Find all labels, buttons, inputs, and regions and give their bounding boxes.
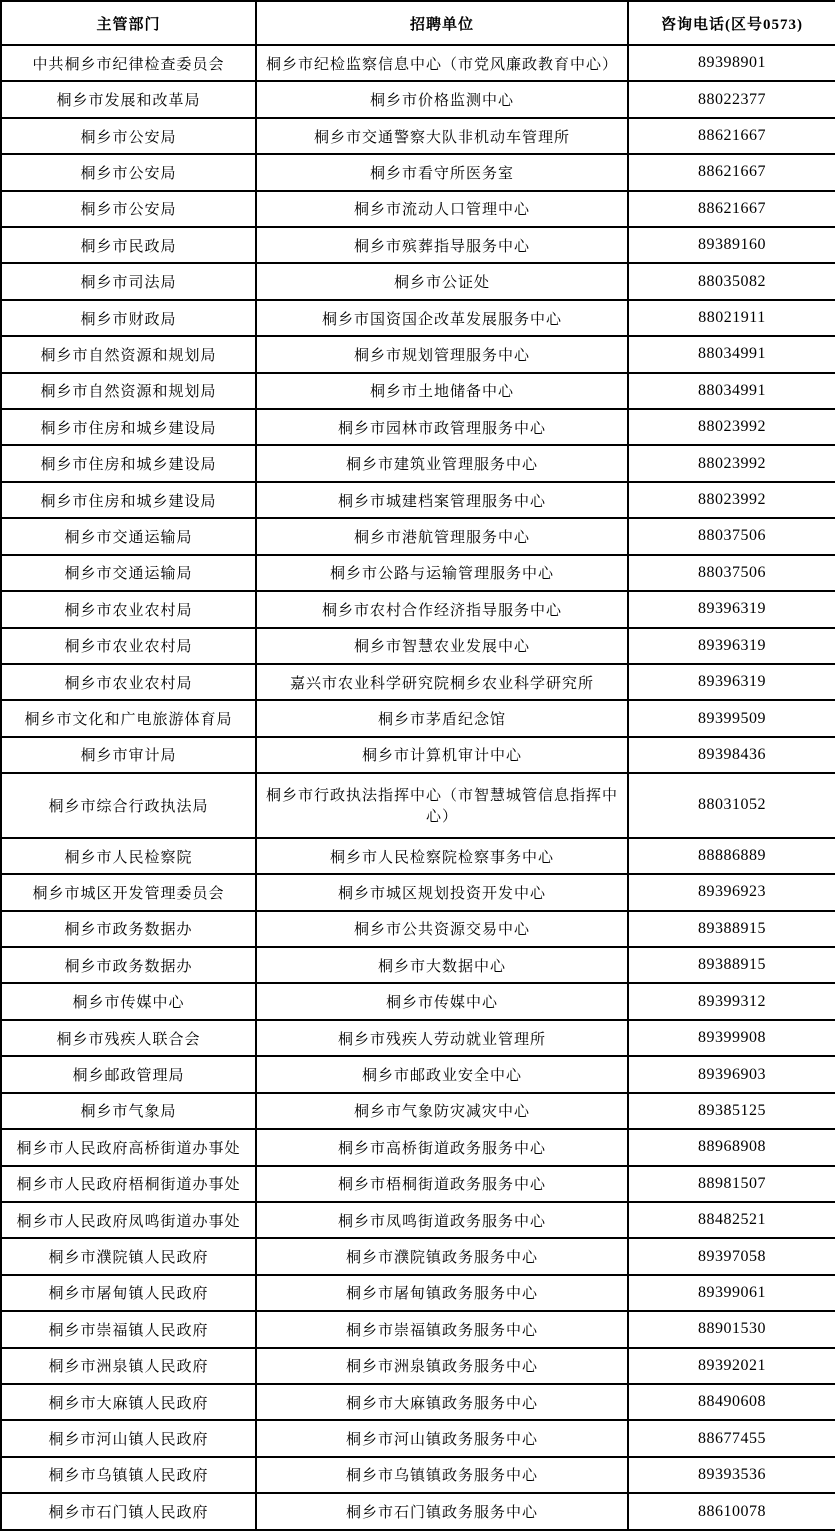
table-row	[1, 737, 835, 773]
department-cell: 桐乡市崇福镇人民政府	[1, 1311, 256, 1347]
phone-cell: 88677455	[628, 1420, 835, 1456]
table-row	[1, 1202, 835, 1238]
recruiting-unit-cell: 桐乡市茅盾纪念馆	[256, 700, 628, 736]
phone-cell: 89388915	[628, 911, 835, 947]
column-header-phone: 咨询电话(区号0573)	[628, 1, 835, 45]
recruiting-unit-cell: 桐乡市邮政业安全中心	[256, 1056, 628, 1092]
department-cell: 桐乡市濮院镇人民政府	[1, 1238, 256, 1274]
department-cell: 桐乡市审计局	[1, 737, 256, 773]
recruiting-unit-cell: 桐乡市国资国企改革发展服务中心	[256, 300, 628, 336]
recruiting-unit-cell: 桐乡市公共资源交易中心	[256, 911, 628, 947]
recruiting-unit-cell: 桐乡市价格监测中心	[256, 81, 628, 117]
table-row	[1, 1020, 835, 1056]
table-header	[1, 1, 835, 45]
table-row	[1, 664, 835, 700]
department-cell: 桐乡市公安局	[1, 154, 256, 190]
phone-cell: 88021911	[628, 300, 835, 336]
table-row	[1, 947, 835, 983]
table-row	[1, 45, 835, 81]
table-row	[1, 1093, 835, 1129]
recruiting-unit-cell: 桐乡市智慧农业发展中心	[256, 628, 628, 664]
recruiting-unit-cell: 桐乡市高桥街道政务服务中心	[256, 1129, 628, 1165]
table-row	[1, 1311, 835, 1347]
table-row	[1, 628, 835, 664]
table-row	[1, 1056, 835, 1092]
phone-cell: 88034991	[628, 336, 835, 372]
department-cell: 桐乡市公安局	[1, 118, 256, 154]
department-cell: 桐乡市公安局	[1, 191, 256, 227]
table-row	[1, 118, 835, 154]
table-row	[1, 336, 835, 372]
recruiting-unit-cell: 桐乡市土地储备中心	[256, 373, 628, 409]
phone-cell: 88981507	[628, 1166, 835, 1202]
phone-cell: 89393536	[628, 1457, 835, 1493]
department-cell: 桐乡市大麻镇人民政府	[1, 1384, 256, 1420]
table-row	[1, 482, 835, 518]
recruiting-unit-cell: 桐乡市濮院镇政务服务中心	[256, 1238, 628, 1274]
table-row	[1, 227, 835, 263]
recruiting-unit-cell: 桐乡市城建档案管理服务中心	[256, 482, 628, 518]
table-row	[1, 700, 835, 736]
department-cell: 桐乡市屠甸镇人民政府	[1, 1275, 256, 1311]
phone-cell: 88023992	[628, 409, 835, 445]
column-header-recruiting-unit: 招聘单位	[256, 1, 628, 45]
department-cell: 桐乡市司法局	[1, 263, 256, 299]
department-cell: 桐乡市住房和城乡建设局	[1, 445, 256, 481]
table-row	[1, 1275, 835, 1311]
phone-cell: 88037506	[628, 518, 835, 554]
phone-cell: 88886889	[628, 838, 835, 874]
table-row	[1, 591, 835, 627]
recruiting-unit-cell: 桐乡市公证处	[256, 263, 628, 299]
department-cell: 桐乡市财政局	[1, 300, 256, 336]
department-cell: 桐乡市残疾人联合会	[1, 1020, 256, 1056]
phone-cell: 88621667	[628, 191, 835, 227]
department-cell: 桐乡市交通运输局	[1, 555, 256, 591]
recruiting-unit-cell: 桐乡市园林市政管理服务中心	[256, 409, 628, 445]
table-row	[1, 409, 835, 445]
table-row	[1, 81, 835, 117]
recruiting-unit-cell: 桐乡市大数据中心	[256, 947, 628, 983]
department-cell: 桐乡市住房和城乡建设局	[1, 409, 256, 445]
phone-cell: 89392021	[628, 1348, 835, 1384]
recruiting-unit-cell: 桐乡市殡葬指导服务中心	[256, 227, 628, 263]
table-row	[1, 838, 835, 874]
phone-cell: 89389160	[628, 227, 835, 263]
phone-cell: 89399312	[628, 983, 835, 1019]
table-row	[1, 373, 835, 409]
recruiting-unit-cell: 桐乡市梧桐街道政务服务中心	[256, 1166, 628, 1202]
department-cell: 桐乡市气象局	[1, 1093, 256, 1129]
recruiting-unit-cell: 桐乡市流动人口管理中心	[256, 191, 628, 227]
recruiting-unit-cell: 桐乡市气象防灾减灾中心	[256, 1093, 628, 1129]
phone-cell: 88621667	[628, 118, 835, 154]
phone-cell: 89396319	[628, 591, 835, 627]
table-row	[1, 1457, 835, 1493]
department-cell: 桐乡市综合行政执法局	[1, 773, 256, 838]
recruiting-unit-cell: 桐乡市港航管理服务中心	[256, 518, 628, 554]
phone-cell: 88621667	[628, 154, 835, 190]
table-row	[1, 555, 835, 591]
department-cell: 桐乡市人民政府高桥街道办事处	[1, 1129, 256, 1165]
recruiting-unit-cell: 桐乡市屠甸镇政务服务中心	[256, 1275, 628, 1311]
table-row	[1, 191, 835, 227]
recruiting-unit-cell: 桐乡市残疾人劳动就业管理所	[256, 1020, 628, 1056]
recruiting-unit-cell: 桐乡市洲泉镇政务服务中心	[256, 1348, 628, 1384]
department-cell: 桐乡市洲泉镇人民政府	[1, 1348, 256, 1384]
table-row	[1, 911, 835, 947]
table-row	[1, 300, 835, 336]
recruiting-unit-cell: 桐乡市崇福镇政务服务中心	[256, 1311, 628, 1347]
recruiting-unit-cell: 桐乡市凤鸣街道政务服务中心	[256, 1202, 628, 1238]
table-row	[1, 1238, 835, 1274]
table-row	[1, 154, 835, 190]
phone-cell: 89397058	[628, 1238, 835, 1274]
phone-cell: 89399061	[628, 1275, 835, 1311]
phone-cell: 89399509	[628, 700, 835, 736]
recruiting-unit-cell: 桐乡市交通警察大队非机动车管理所	[256, 118, 628, 154]
table-row	[1, 1166, 835, 1202]
department-cell: 桐乡市农业农村局	[1, 664, 256, 700]
department-cell: 桐乡市自然资源和规划局	[1, 373, 256, 409]
department-cell: 桐乡市交通运输局	[1, 518, 256, 554]
table-row	[1, 1348, 835, 1384]
department-cell: 桐乡市民政局	[1, 227, 256, 263]
recruiting-unit-cell: 桐乡市规划管理服务中心	[256, 336, 628, 372]
table-row	[1, 263, 835, 299]
table-row	[1, 1384, 835, 1420]
phone-cell: 89399908	[628, 1020, 835, 1056]
recruiting-unit-cell: 桐乡市公路与运输管理服务中心	[256, 555, 628, 591]
department-cell: 桐乡市石门镇人民政府	[1, 1493, 256, 1530]
recruiting-unit-cell: 桐乡市传媒中心	[256, 983, 628, 1019]
phone-cell: 89396923	[628, 874, 835, 910]
recruiting-unit-cell: 桐乡市看守所医务室	[256, 154, 628, 190]
recruiting-unit-cell: 桐乡市农村合作经济指导服务中心	[256, 591, 628, 627]
phone-cell: 88901530	[628, 1311, 835, 1347]
department-cell: 桐乡市政务数据办	[1, 911, 256, 947]
department-cell: 中共桐乡市纪律检查委员会	[1, 45, 256, 81]
phone-cell: 88037506	[628, 555, 835, 591]
department-cell: 桐乡市农业农村局	[1, 628, 256, 664]
phone-cell: 88023992	[628, 482, 835, 518]
phone-cell: 89398436	[628, 737, 835, 773]
department-cell: 桐乡市发展和改革局	[1, 81, 256, 117]
phone-cell: 89388915	[628, 947, 835, 983]
header-row	[1, 1, 835, 45]
phone-cell: 88023992	[628, 445, 835, 481]
table-row	[1, 445, 835, 481]
table-body	[1, 45, 835, 1530]
phone-cell: 88035082	[628, 263, 835, 299]
department-cell: 桐乡市人民政府梧桐街道办事处	[1, 1166, 256, 1202]
table-row	[1, 1129, 835, 1165]
column-header-department: 主管部门	[1, 1, 256, 45]
recruiting-unit-cell: 桐乡市计算机审计中心	[256, 737, 628, 773]
department-cell: 桐乡市自然资源和规划局	[1, 336, 256, 372]
recruiting-unit-cell: 桐乡市乌镇镇政务服务中心	[256, 1457, 628, 1493]
department-cell: 桐乡市政务数据办	[1, 947, 256, 983]
department-cell: 桐乡市人民政府凤鸣街道办事处	[1, 1202, 256, 1238]
table-row	[1, 773, 835, 838]
table-row	[1, 518, 835, 554]
department-cell: 桐乡市河山镇人民政府	[1, 1420, 256, 1456]
phone-cell: 89396903	[628, 1056, 835, 1092]
phone-cell: 89396319	[628, 628, 835, 664]
phone-cell: 89398901	[628, 45, 835, 81]
department-cell: 桐乡市乌镇镇人民政府	[1, 1457, 256, 1493]
phone-cell: 89385125	[628, 1093, 835, 1129]
phone-cell: 88482521	[628, 1202, 835, 1238]
recruiting-unit-cell: 桐乡市行政执法指挥中心（市智慧城管信息指挥中心）	[256, 773, 628, 838]
department-cell: 桐乡市城区开发管理委员会	[1, 874, 256, 910]
recruiting-unit-cell: 桐乡市纪检监察信息中心（市党风廉政教育中心）	[256, 45, 628, 81]
department-cell: 桐乡市住房和城乡建设局	[1, 482, 256, 518]
phone-cell: 89396319	[628, 664, 835, 700]
phone-cell: 88610078	[628, 1493, 835, 1530]
phone-cell: 88490608	[628, 1384, 835, 1420]
department-cell: 桐乡市文化和广电旅游体育局	[1, 700, 256, 736]
phone-cell: 88022377	[628, 81, 835, 117]
department-cell: 桐乡市人民检察院	[1, 838, 256, 874]
recruiting-unit-cell: 嘉兴市农业科学研究院桐乡农业科学研究所	[256, 664, 628, 700]
recruiting-unit-cell: 桐乡市人民检察院检察事务中心	[256, 838, 628, 874]
department-cell: 桐乡市农业农村局	[1, 591, 256, 627]
department-cell: 桐乡市传媒中心	[1, 983, 256, 1019]
table-row	[1, 983, 835, 1019]
recruiting-unit-cell: 桐乡市大麻镇政务服务中心	[256, 1384, 628, 1420]
recruiting-unit-cell: 桐乡市河山镇政务服务中心	[256, 1420, 628, 1456]
phone-cell: 88031052	[628, 773, 835, 838]
table-row	[1, 874, 835, 910]
phone-cell: 88034991	[628, 373, 835, 409]
department-cell: 桐乡邮政管理局	[1, 1056, 256, 1092]
recruiting-unit-cell: 桐乡市石门镇政务服务中心	[256, 1493, 628, 1530]
phone-cell: 88968908	[628, 1129, 835, 1165]
table-row	[1, 1493, 835, 1530]
table-row	[1, 1420, 835, 1456]
recruiting-unit-cell: 桐乡市城区规划投资开发中心	[256, 874, 628, 910]
recruiting-unit-cell: 桐乡市建筑业管理服务中心	[256, 445, 628, 481]
